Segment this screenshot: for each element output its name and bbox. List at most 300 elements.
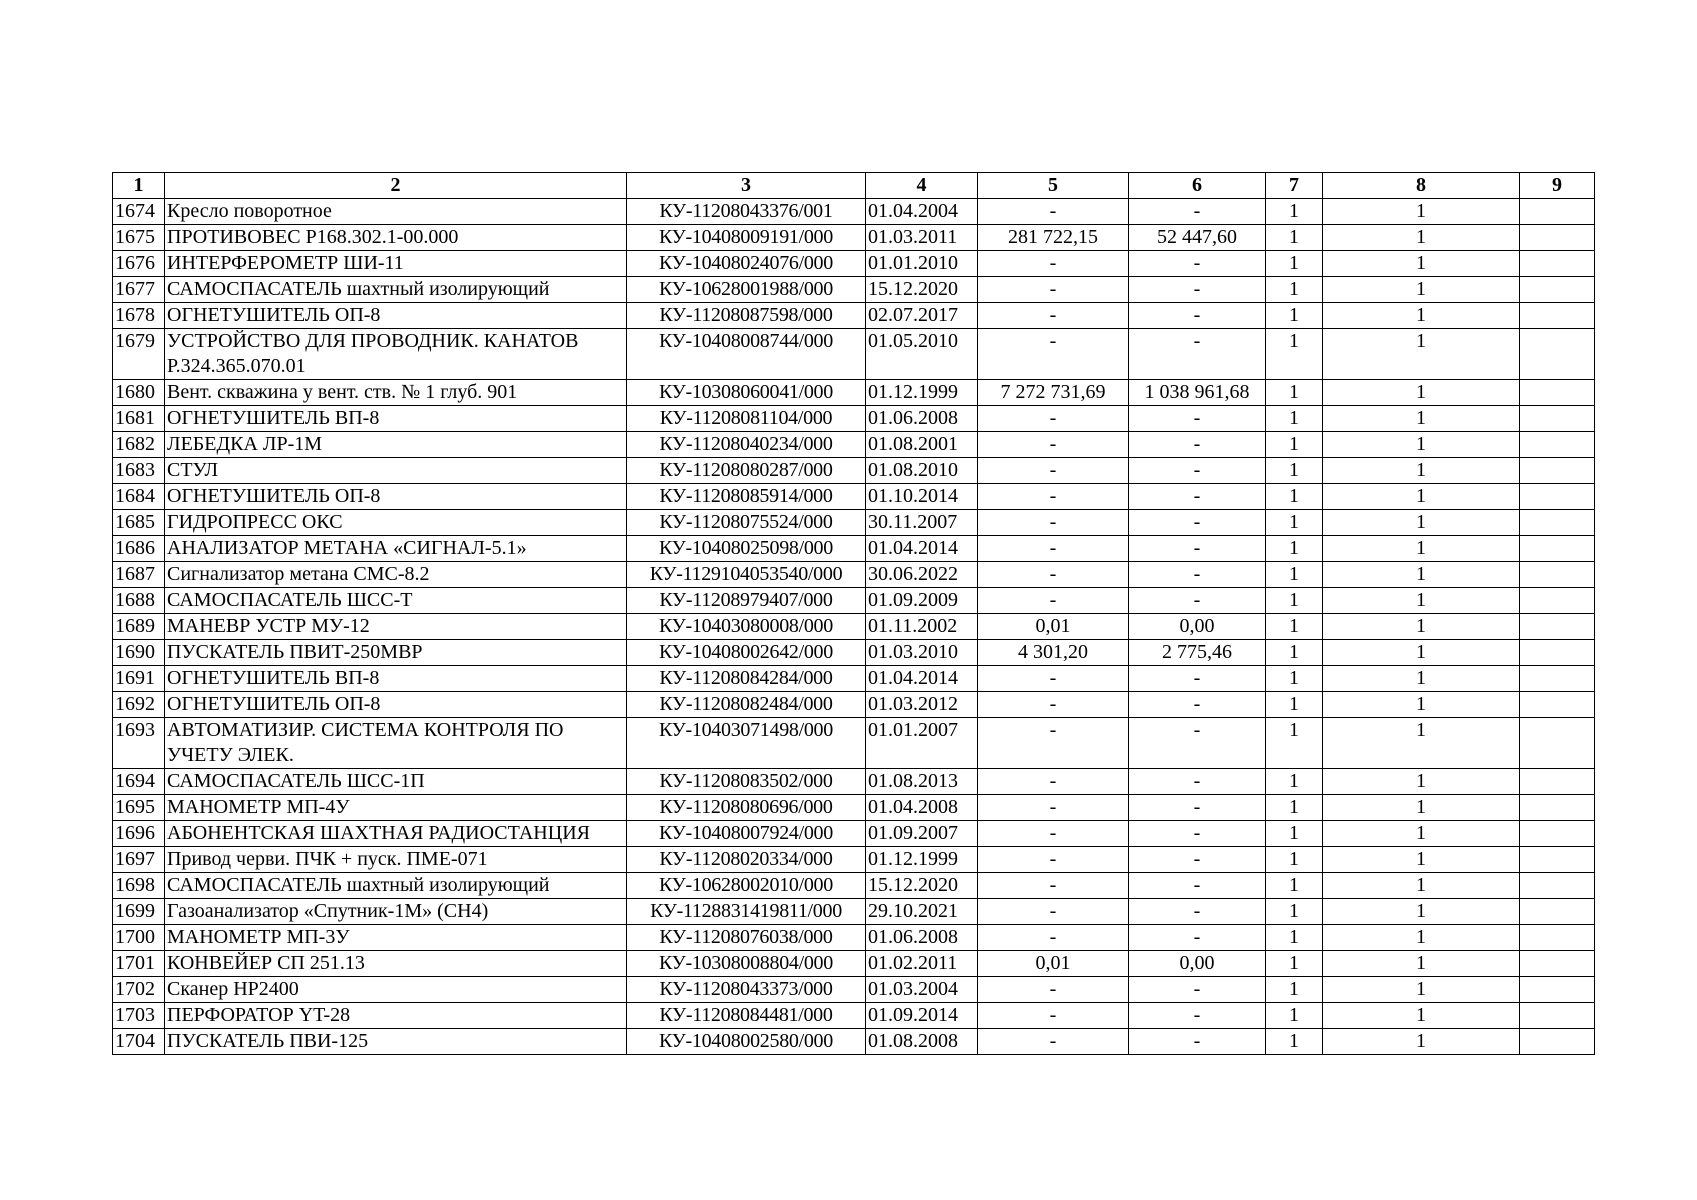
value-col7-cell: 1 bbox=[1266, 1029, 1323, 1055]
date-cell: 01.11.2002 bbox=[866, 614, 978, 640]
date-cell: 01.09.2009 bbox=[866, 588, 978, 614]
value-col6-cell: 0,00 bbox=[1129, 951, 1266, 977]
item-name-cell: СТУЛ bbox=[165, 458, 627, 484]
value-col9-cell bbox=[1520, 873, 1595, 899]
item-name-cell: ПЕРФОРАТОР YT-28 bbox=[165, 1003, 627, 1029]
date-cell: 01.04.2008 bbox=[866, 795, 978, 821]
value-col5-cell: - bbox=[978, 329, 1129, 380]
table-row bbox=[113, 847, 1595, 873]
date-cell: 01.09.2007 bbox=[866, 821, 978, 847]
value-col9-cell bbox=[1520, 951, 1595, 977]
value-col8-cell: 1 bbox=[1323, 951, 1520, 977]
value-col8-cell: 1 bbox=[1323, 432, 1520, 458]
inventory-code-cell: КУ-11208020334/000 bbox=[627, 847, 866, 873]
value-col6-cell: - bbox=[1129, 199, 1266, 225]
item-name-cell: САМОСПАСАТЕЛЬ ШСС-Т bbox=[165, 588, 627, 614]
inventory-code-cell: КУ-10308008804/000 bbox=[627, 951, 866, 977]
date-cell: 01.04.2014 bbox=[866, 536, 978, 562]
value-col8-cell: 1 bbox=[1323, 614, 1520, 640]
item-name-cell: ПРОТИВОВЕС Р168.302.1-00.000 bbox=[165, 225, 627, 251]
value-col5-cell: - bbox=[978, 406, 1129, 432]
date-cell: 01.12.1999 bbox=[866, 847, 978, 873]
row-number-cell: 1697 bbox=[113, 847, 165, 873]
value-col9-cell bbox=[1520, 847, 1595, 873]
value-col7-cell: 1 bbox=[1266, 510, 1323, 536]
table-row bbox=[113, 458, 1595, 484]
date-cell: 01.05.2010 bbox=[866, 329, 978, 380]
date-cell: 01.06.2008 bbox=[866, 925, 978, 951]
row-number-cell: 1687 bbox=[113, 562, 165, 588]
date-cell: 01.08.2013 bbox=[866, 769, 978, 795]
value-col5-cell: - bbox=[978, 899, 1129, 925]
column-header-8: 8 bbox=[1323, 173, 1520, 199]
inventory-code-cell: КУ-11208082484/000 bbox=[627, 692, 866, 718]
inventory-code-cell: КУ-10408009191/000 bbox=[627, 225, 866, 251]
value-col6-cell: - bbox=[1129, 718, 1266, 769]
value-col9-cell bbox=[1520, 199, 1595, 225]
date-cell: 02.07.2017 bbox=[866, 303, 978, 329]
value-col5-cell: 7 272 731,69 bbox=[978, 380, 1129, 406]
row-number-cell: 1685 bbox=[113, 510, 165, 536]
item-name-cell: ЛЕБЕДКА ЛР-1М bbox=[165, 432, 627, 458]
value-col8-cell: 1 bbox=[1323, 769, 1520, 795]
value-col8-cell: 1 bbox=[1323, 406, 1520, 432]
value-col7-cell: 1 bbox=[1266, 718, 1323, 769]
item-name-cell: САМОСПАСАТЕЛЬ ШСС-1П bbox=[165, 769, 627, 795]
value-col5-cell: - bbox=[978, 977, 1129, 1003]
value-col5-cell: - bbox=[978, 925, 1129, 951]
value-col7-cell: 1 bbox=[1266, 821, 1323, 847]
row-number-cell: 1682 bbox=[113, 432, 165, 458]
value-col6-cell: - bbox=[1129, 484, 1266, 510]
value-col5-cell: - bbox=[978, 1029, 1129, 1055]
value-col9-cell bbox=[1520, 406, 1595, 432]
inventory-code-cell: КУ-11208085914/000 bbox=[627, 484, 866, 510]
value-col5-cell: 281 722,15 bbox=[978, 225, 1129, 251]
row-number-cell: 1704 bbox=[113, 1029, 165, 1055]
value-col7-cell: 1 bbox=[1266, 847, 1323, 873]
value-col9-cell bbox=[1520, 640, 1595, 666]
value-col8-cell: 1 bbox=[1323, 510, 1520, 536]
value-col7-cell: 1 bbox=[1266, 666, 1323, 692]
value-col9-cell bbox=[1520, 614, 1595, 640]
item-name-cell: ПУСКАТЕЛЬ ПВИ-125 bbox=[165, 1029, 627, 1055]
date-cell: 01.10.2014 bbox=[866, 484, 978, 510]
date-cell: 01.03.2011 bbox=[866, 225, 978, 251]
value-col9-cell bbox=[1520, 458, 1595, 484]
value-col6-cell: - bbox=[1129, 847, 1266, 873]
value-col5-cell: - bbox=[978, 692, 1129, 718]
date-cell: 29.10.2021 bbox=[866, 899, 978, 925]
value-col6-cell: 52 447,60 bbox=[1129, 225, 1266, 251]
value-col6-cell: - bbox=[1129, 925, 1266, 951]
value-col8-cell: 1 bbox=[1323, 873, 1520, 899]
value-col9-cell bbox=[1520, 795, 1595, 821]
inventory-code-cell: КУ-11208084481/000 bbox=[627, 1003, 866, 1029]
date-cell: 01.09.2014 bbox=[866, 1003, 978, 1029]
value-col7-cell: 1 bbox=[1266, 873, 1323, 899]
item-name-cell: АНАЛИЗАТОР МЕТАНА «СИГНАЛ-5.1» bbox=[165, 536, 627, 562]
table-body bbox=[113, 199, 1595, 1055]
inventory-code-cell: КУ-11208040234/000 bbox=[627, 432, 866, 458]
table-row bbox=[113, 873, 1595, 899]
value-col6-cell: - bbox=[1129, 692, 1266, 718]
item-name-cell: ОГНЕТУШИТЕЛЬ ВП-8 bbox=[165, 666, 627, 692]
item-name-cell: МАНОМЕТР МП-3У bbox=[165, 925, 627, 951]
value-col7-cell: 1 bbox=[1266, 899, 1323, 925]
table-row bbox=[113, 1029, 1595, 1055]
inventory-code-cell: КУ-10403080008/000 bbox=[627, 614, 866, 640]
column-header-6: 6 bbox=[1129, 173, 1266, 199]
table-row bbox=[113, 510, 1595, 536]
value-col8-cell: 1 bbox=[1323, 380, 1520, 406]
row-number-cell: 1691 bbox=[113, 666, 165, 692]
value-col8-cell: 1 bbox=[1323, 899, 1520, 925]
value-col7-cell: 1 bbox=[1266, 484, 1323, 510]
value-col7-cell: 1 bbox=[1266, 925, 1323, 951]
value-col7-cell: 1 bbox=[1266, 692, 1323, 718]
value-col5-cell: - bbox=[978, 536, 1129, 562]
inventory-code-cell: КУ-1128831419811/000 bbox=[627, 899, 866, 925]
value-col9-cell bbox=[1520, 225, 1595, 251]
item-name-cell: АВТОМАТИЗИР. СИСТЕМА КОНТРОЛЯ ПО УЧЕТУ ЭЛЕК. bbox=[165, 718, 627, 769]
value-col5-cell: 4 301,20 bbox=[978, 640, 1129, 666]
inventory-code-cell: КУ-11208080696/000 bbox=[627, 795, 866, 821]
value-col8-cell: 1 bbox=[1323, 303, 1520, 329]
date-cell: 15.12.2020 bbox=[866, 873, 978, 899]
value-col6-cell: - bbox=[1129, 899, 1266, 925]
column-header-2: 2 bbox=[165, 173, 627, 199]
value-col6-cell: - bbox=[1129, 406, 1266, 432]
table-row bbox=[113, 406, 1595, 432]
value-col7-cell: 1 bbox=[1266, 795, 1323, 821]
asset-table bbox=[112, 172, 1595, 1055]
table-row bbox=[113, 277, 1595, 303]
row-number-cell: 1700 bbox=[113, 925, 165, 951]
value-col9-cell bbox=[1520, 1003, 1595, 1029]
table-row bbox=[113, 951, 1595, 977]
inventory-code-cell: КУ-10408024076/000 bbox=[627, 251, 866, 277]
value-col7-cell: 1 bbox=[1266, 562, 1323, 588]
item-name-cell: ОГНЕТУШИТЕЛЬ ВП-8 bbox=[165, 406, 627, 432]
item-name-cell: АБОНЕНТСКАЯ ШАХТНАЯ РАДИОСТАНЦИЯ bbox=[165, 821, 627, 847]
table-row bbox=[113, 821, 1595, 847]
inventory-code-cell: КУ-10408002580/000 bbox=[627, 1029, 866, 1055]
value-col8-cell: 1 bbox=[1323, 640, 1520, 666]
value-col7-cell: 1 bbox=[1266, 432, 1323, 458]
item-name-cell: УСТРОЙСТВО ДЛЯ ПРОВОДНИК. КАНАТОВ Р.324.365.070.01 bbox=[165, 329, 627, 380]
table-row bbox=[113, 380, 1595, 406]
item-name-cell: Сигнализатор метана СМС-8.2 bbox=[165, 562, 627, 588]
item-name-cell: САМОСПАСАТЕЛЬ шахтный изолирующий bbox=[165, 873, 627, 899]
value-col9-cell bbox=[1520, 432, 1595, 458]
value-col8-cell: 1 bbox=[1323, 821, 1520, 847]
date-cell: 01.04.2014 bbox=[866, 666, 978, 692]
value-col9-cell bbox=[1520, 666, 1595, 692]
row-number-cell: 1684 bbox=[113, 484, 165, 510]
value-col7-cell: 1 bbox=[1266, 251, 1323, 277]
value-col9-cell bbox=[1520, 484, 1595, 510]
row-number-cell: 1702 bbox=[113, 977, 165, 1003]
value-col9-cell bbox=[1520, 329, 1595, 380]
row-number-cell: 1681 bbox=[113, 406, 165, 432]
item-name-cell: Газоанализатор «Спутник-1М» (СН4) bbox=[165, 899, 627, 925]
inventory-code-cell: КУ-11208075524/000 bbox=[627, 510, 866, 536]
row-number-cell: 1686 bbox=[113, 536, 165, 562]
date-cell: 30.06.2022 bbox=[866, 562, 978, 588]
value-col8-cell: 1 bbox=[1323, 251, 1520, 277]
value-col5-cell: - bbox=[978, 847, 1129, 873]
table-row bbox=[113, 795, 1595, 821]
row-number-cell: 1678 bbox=[113, 303, 165, 329]
item-name-cell: Сканер HP2400 bbox=[165, 977, 627, 1003]
table-row bbox=[113, 1003, 1595, 1029]
value-col9-cell bbox=[1520, 977, 1595, 1003]
item-name-cell: Кресло поворотное bbox=[165, 199, 627, 225]
value-col5-cell: - bbox=[978, 199, 1129, 225]
value-col8-cell: 1 bbox=[1323, 977, 1520, 1003]
value-col6-cell: - bbox=[1129, 1003, 1266, 1029]
value-col5-cell: - bbox=[978, 821, 1129, 847]
row-number-cell: 1693 bbox=[113, 718, 165, 769]
value-col8-cell: 1 bbox=[1323, 1003, 1520, 1029]
date-cell: 01.08.2008 bbox=[866, 1029, 978, 1055]
value-col5-cell: - bbox=[978, 484, 1129, 510]
value-col5-cell: - bbox=[978, 666, 1129, 692]
row-number-cell: 1683 bbox=[113, 458, 165, 484]
value-col5-cell: - bbox=[978, 718, 1129, 769]
inventory-code-cell: КУ-10408002642/000 bbox=[627, 640, 866, 666]
value-col5-cell: - bbox=[978, 562, 1129, 588]
value-col7-cell: 1 bbox=[1266, 769, 1323, 795]
date-cell: 01.04.2004 bbox=[866, 199, 978, 225]
table-row bbox=[113, 225, 1595, 251]
value-col9-cell bbox=[1520, 692, 1595, 718]
value-col8-cell: 1 bbox=[1323, 718, 1520, 769]
value-col5-cell: - bbox=[978, 303, 1129, 329]
table-row bbox=[113, 562, 1595, 588]
value-col6-cell: - bbox=[1129, 303, 1266, 329]
value-col5-cell: - bbox=[978, 458, 1129, 484]
table-row bbox=[113, 977, 1595, 1003]
value-col8-cell: 1 bbox=[1323, 484, 1520, 510]
value-col9-cell bbox=[1520, 769, 1595, 795]
table-row bbox=[113, 899, 1595, 925]
value-col5-cell: - bbox=[978, 873, 1129, 899]
value-col7-cell: 1 bbox=[1266, 406, 1323, 432]
item-name-cell: САМОСПАСАТЕЛЬ шахтный изолирующий bbox=[165, 277, 627, 303]
date-cell: 01.03.2012 bbox=[866, 692, 978, 718]
row-number-cell: 1694 bbox=[113, 769, 165, 795]
value-col6-cell: 2 775,46 bbox=[1129, 640, 1266, 666]
date-cell: 01.08.2010 bbox=[866, 458, 978, 484]
value-col7-cell: 1 bbox=[1266, 225, 1323, 251]
value-col6-cell: 0,00 bbox=[1129, 614, 1266, 640]
value-col7-cell: 1 bbox=[1266, 303, 1323, 329]
inventory-code-cell: КУ-11208043376/001 bbox=[627, 199, 866, 225]
value-col8-cell: 1 bbox=[1323, 666, 1520, 692]
inventory-code-cell: КУ-11208081104/000 bbox=[627, 406, 866, 432]
value-col7-cell: 1 bbox=[1266, 380, 1323, 406]
value-col9-cell bbox=[1520, 277, 1595, 303]
table-row bbox=[113, 303, 1595, 329]
value-col7-cell: 1 bbox=[1266, 458, 1323, 484]
value-col8-cell: 1 bbox=[1323, 277, 1520, 303]
value-col8-cell: 1 bbox=[1323, 1029, 1520, 1055]
inventory-code-cell: КУ-10628001988/000 bbox=[627, 277, 866, 303]
column-header-1: 1 bbox=[113, 173, 165, 199]
value-col8-cell: 1 bbox=[1323, 847, 1520, 873]
table-row bbox=[113, 199, 1595, 225]
date-cell: 01.03.2010 bbox=[866, 640, 978, 666]
value-col9-cell bbox=[1520, 899, 1595, 925]
value-col6-cell: - bbox=[1129, 432, 1266, 458]
inventory-code-cell: КУ-11208084284/000 bbox=[627, 666, 866, 692]
date-cell: 30.11.2007 bbox=[866, 510, 978, 536]
value-col9-cell bbox=[1520, 821, 1595, 847]
value-col7-cell: 1 bbox=[1266, 977, 1323, 1003]
value-col8-cell: 1 bbox=[1323, 588, 1520, 614]
value-col7-cell: 1 bbox=[1266, 614, 1323, 640]
inventory-code-cell: КУ-11208083502/000 bbox=[627, 769, 866, 795]
date-cell: 01.01.2010 bbox=[866, 251, 978, 277]
value-col5-cell: - bbox=[978, 588, 1129, 614]
item-name-cell: ИНТЕРФЕРОМЕТР ШИ-11 bbox=[165, 251, 627, 277]
value-col6-cell: - bbox=[1129, 277, 1266, 303]
column-header-9: 9 bbox=[1520, 173, 1595, 199]
inventory-code-cell: КУ-10403071498/000 bbox=[627, 718, 866, 769]
value-col6-cell: 1 038 961,68 bbox=[1129, 380, 1266, 406]
inventory-code-cell: КУ-11208080287/000 bbox=[627, 458, 866, 484]
value-col5-cell: - bbox=[978, 510, 1129, 536]
table-row bbox=[113, 640, 1595, 666]
value-col9-cell bbox=[1520, 303, 1595, 329]
table-row bbox=[113, 484, 1595, 510]
item-name-cell: ОГНЕТУШИТЕЛЬ ОП-8 bbox=[165, 484, 627, 510]
row-number-cell: 1676 bbox=[113, 251, 165, 277]
item-name-cell: КОНВЕЙЕР СП 251.13 bbox=[165, 951, 627, 977]
inventory-code-cell: КУ-10408008744/000 bbox=[627, 329, 866, 380]
item-name-cell: Вент. скважина у вент. ств. № 1 глуб. 901 bbox=[165, 380, 627, 406]
date-cell: 01.12.1999 bbox=[866, 380, 978, 406]
date-cell: 01.03.2004 bbox=[866, 977, 978, 1003]
value-col7-cell: 1 bbox=[1266, 588, 1323, 614]
item-name-cell: ОГНЕТУШИТЕЛЬ ОП-8 bbox=[165, 692, 627, 718]
inventory-code-cell: КУ-1129104053540/000 bbox=[627, 562, 866, 588]
item-name-cell: МАНОМЕТР МП-4У bbox=[165, 795, 627, 821]
inventory-code-cell: КУ-10408025098/000 bbox=[627, 536, 866, 562]
table-row bbox=[113, 692, 1595, 718]
row-number-cell: 1695 bbox=[113, 795, 165, 821]
row-number-cell: 1680 bbox=[113, 380, 165, 406]
value-col5-cell: - bbox=[978, 1003, 1129, 1029]
value-col5-cell: - bbox=[978, 251, 1129, 277]
value-col9-cell bbox=[1520, 925, 1595, 951]
value-col9-cell bbox=[1520, 251, 1595, 277]
row-number-cell: 1692 bbox=[113, 692, 165, 718]
row-number-cell: 1688 bbox=[113, 588, 165, 614]
value-col7-cell: 1 bbox=[1266, 1003, 1323, 1029]
value-col6-cell: - bbox=[1129, 977, 1266, 1003]
value-col6-cell: - bbox=[1129, 458, 1266, 484]
item-name-cell: ОГНЕТУШИТЕЛЬ ОП-8 bbox=[165, 303, 627, 329]
item-name-cell: ГИДРОПРЕСС ОКС bbox=[165, 510, 627, 536]
inventory-code-cell: КУ-11208979407/000 bbox=[627, 588, 866, 614]
table-row bbox=[113, 666, 1595, 692]
item-name-cell: Привод черви. ПЧК + пуск. ПМЕ-071 bbox=[165, 847, 627, 873]
value-col6-cell: - bbox=[1129, 536, 1266, 562]
row-number-cell: 1690 bbox=[113, 640, 165, 666]
inventory-code-cell: КУ-10408007924/000 bbox=[627, 821, 866, 847]
value-col7-cell: 1 bbox=[1266, 640, 1323, 666]
value-col8-cell: 1 bbox=[1323, 925, 1520, 951]
value-col9-cell bbox=[1520, 562, 1595, 588]
value-col6-cell: - bbox=[1129, 510, 1266, 536]
date-cell: 01.06.2008 bbox=[866, 406, 978, 432]
row-number-cell: 1674 bbox=[113, 199, 165, 225]
row-number-cell: 1679 bbox=[113, 329, 165, 380]
value-col9-cell bbox=[1520, 380, 1595, 406]
table-row bbox=[113, 251, 1595, 277]
value-col8-cell: 1 bbox=[1323, 536, 1520, 562]
table-row bbox=[113, 718, 1595, 769]
value-col9-cell bbox=[1520, 588, 1595, 614]
value-col9-cell bbox=[1520, 510, 1595, 536]
row-number-cell: 1677 bbox=[113, 277, 165, 303]
value-col6-cell: - bbox=[1129, 251, 1266, 277]
value-col5-cell: - bbox=[978, 769, 1129, 795]
value-col6-cell: - bbox=[1129, 769, 1266, 795]
value-col6-cell: - bbox=[1129, 588, 1266, 614]
date-cell: 01.08.2001 bbox=[866, 432, 978, 458]
column-header-5: 5 bbox=[978, 173, 1129, 199]
value-col7-cell: 1 bbox=[1266, 199, 1323, 225]
row-number-cell: 1689 bbox=[113, 614, 165, 640]
table-row bbox=[113, 432, 1595, 458]
inventory-code-cell: КУ-11208076038/000 bbox=[627, 925, 866, 951]
value-col7-cell: 1 bbox=[1266, 329, 1323, 380]
value-col5-cell: 0,01 bbox=[978, 614, 1129, 640]
table-row bbox=[113, 925, 1595, 951]
value-col9-cell bbox=[1520, 718, 1595, 769]
date-cell: 15.12.2020 bbox=[866, 277, 978, 303]
value-col7-cell: 1 bbox=[1266, 536, 1323, 562]
value-col9-cell bbox=[1520, 536, 1595, 562]
value-col6-cell: - bbox=[1129, 1029, 1266, 1055]
column-header-3: 3 bbox=[627, 173, 866, 199]
row-number-cell: 1698 bbox=[113, 873, 165, 899]
table-row bbox=[113, 536, 1595, 562]
row-number-cell: 1696 bbox=[113, 821, 165, 847]
value-col8-cell: 1 bbox=[1323, 458, 1520, 484]
table-row bbox=[113, 769, 1595, 795]
table-row bbox=[113, 329, 1595, 380]
date-cell: 01.01.2007 bbox=[866, 718, 978, 769]
table-row bbox=[113, 588, 1595, 614]
row-number-cell: 1703 bbox=[113, 1003, 165, 1029]
value-col5-cell: - bbox=[978, 277, 1129, 303]
inventory-code-cell: КУ-11208043373/000 bbox=[627, 977, 866, 1003]
row-number-cell: 1675 bbox=[113, 225, 165, 251]
value-col8-cell: 1 bbox=[1323, 199, 1520, 225]
inventory-code-cell: КУ-10308060041/000 bbox=[627, 380, 866, 406]
value-col8-cell: 1 bbox=[1323, 692, 1520, 718]
inventory-code-cell: КУ-10628002010/000 bbox=[627, 873, 866, 899]
value-col5-cell: 0,01 bbox=[978, 951, 1129, 977]
value-col6-cell: - bbox=[1129, 329, 1266, 380]
column-header-7: 7 bbox=[1266, 173, 1323, 199]
item-name-cell: МАНЕВР УСТР МУ-12 bbox=[165, 614, 627, 640]
